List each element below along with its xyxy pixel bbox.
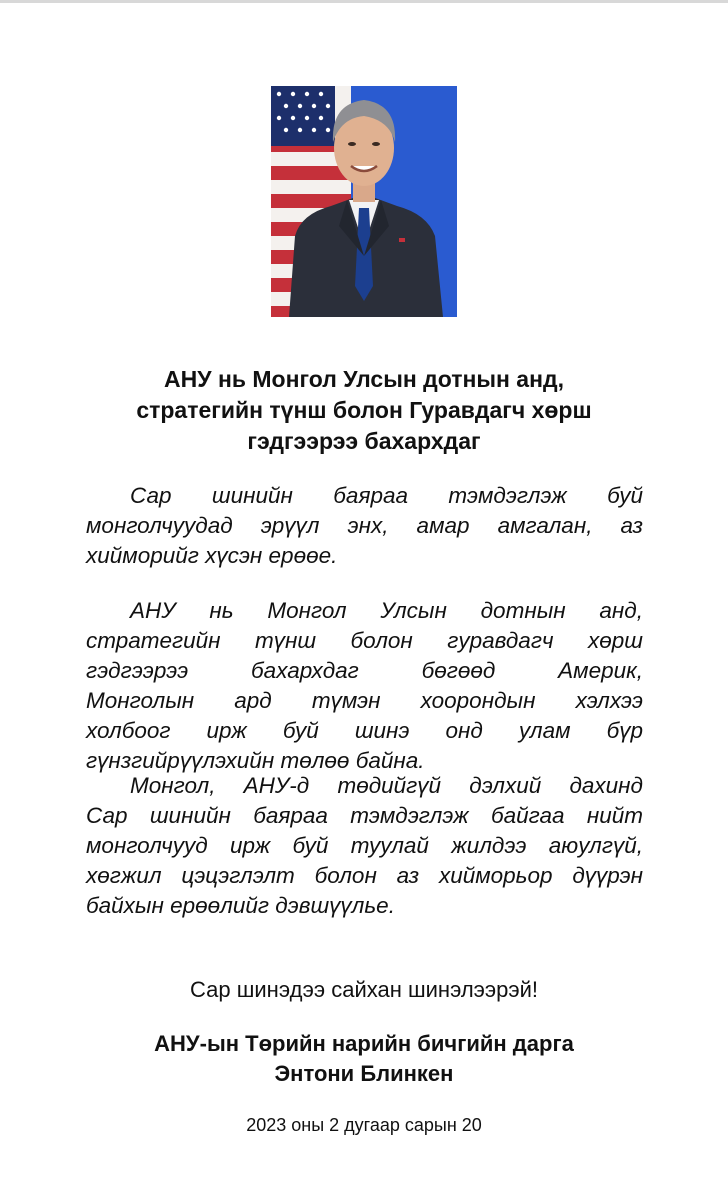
title-line: гэдгээрээ бахархдаг (247, 428, 481, 454)
greeting-line: Сар шинэдээ сайхан шинэлээрэй! (190, 977, 538, 1002)
paragraph-line: Монгол, АНУ-д төдийгүй дэлхий дахинд (130, 773, 643, 798)
title-line: стратегийн түнш болон Гуравдагч хөрш (136, 397, 592, 423)
paragraph-line: хийморийг хүсэн ерөөе. (86, 543, 338, 568)
paragraph-partnership (86, 596, 643, 776)
paragraph-line: гүнзгийрүүлэхийн төлөө байна. (86, 748, 425, 773)
paragraph-line: холбоог ирж буй шинэ онд улам бүр (86, 718, 643, 743)
portrait-photo (271, 86, 457, 317)
paragraph-line: стратегийн түнш болон гуравдагч хөрш (86, 628, 643, 653)
paragraph-line: гэдгээрээ бахархдаг бөгөөд Америк, (86, 658, 643, 683)
signature-block (0, 1029, 728, 1089)
signature-title: АНУ-ын Төрийн нарийн бичгийн дарга (154, 1031, 574, 1056)
paragraph-line: АНУ нь Монгол Улсын дотнын анд, (130, 598, 643, 623)
signature-name: Энтони Блинкен (274, 1061, 454, 1086)
title-line: АНУ нь Монгол Улсын дотнын анд, (164, 366, 564, 392)
statement-date: 2023 оны 2 дугаар сарын 20 (246, 1115, 482, 1135)
paragraph-line: Монголын ард түмэн хоорондын хэлхээ (86, 688, 643, 713)
paragraph-line: хөгжил цэцэглэлт болон аз хийморьор дүүрэн (86, 863, 643, 888)
paragraph-new-year-wishes (86, 771, 643, 921)
paragraph-line: монголчуудад эрүүл энх, амар амгалан, аз (86, 513, 643, 538)
paragraph-line: Сар шинийн баяраа тэмдэглэж байгаа нийт (86, 803, 643, 828)
top-divider (0, 0, 728, 3)
paragraph-line: монголчууд ирж буй туулай жилдээ аюулгүй, (86, 833, 643, 858)
paragraph-line: байхын ерөөлийг дэвшүүлье. (86, 893, 395, 918)
paragraph-line: Сар шинийн баяраа тэмдэглэж буй (130, 483, 643, 508)
statement-title (40, 364, 688, 457)
paragraph-wishes (86, 481, 643, 571)
